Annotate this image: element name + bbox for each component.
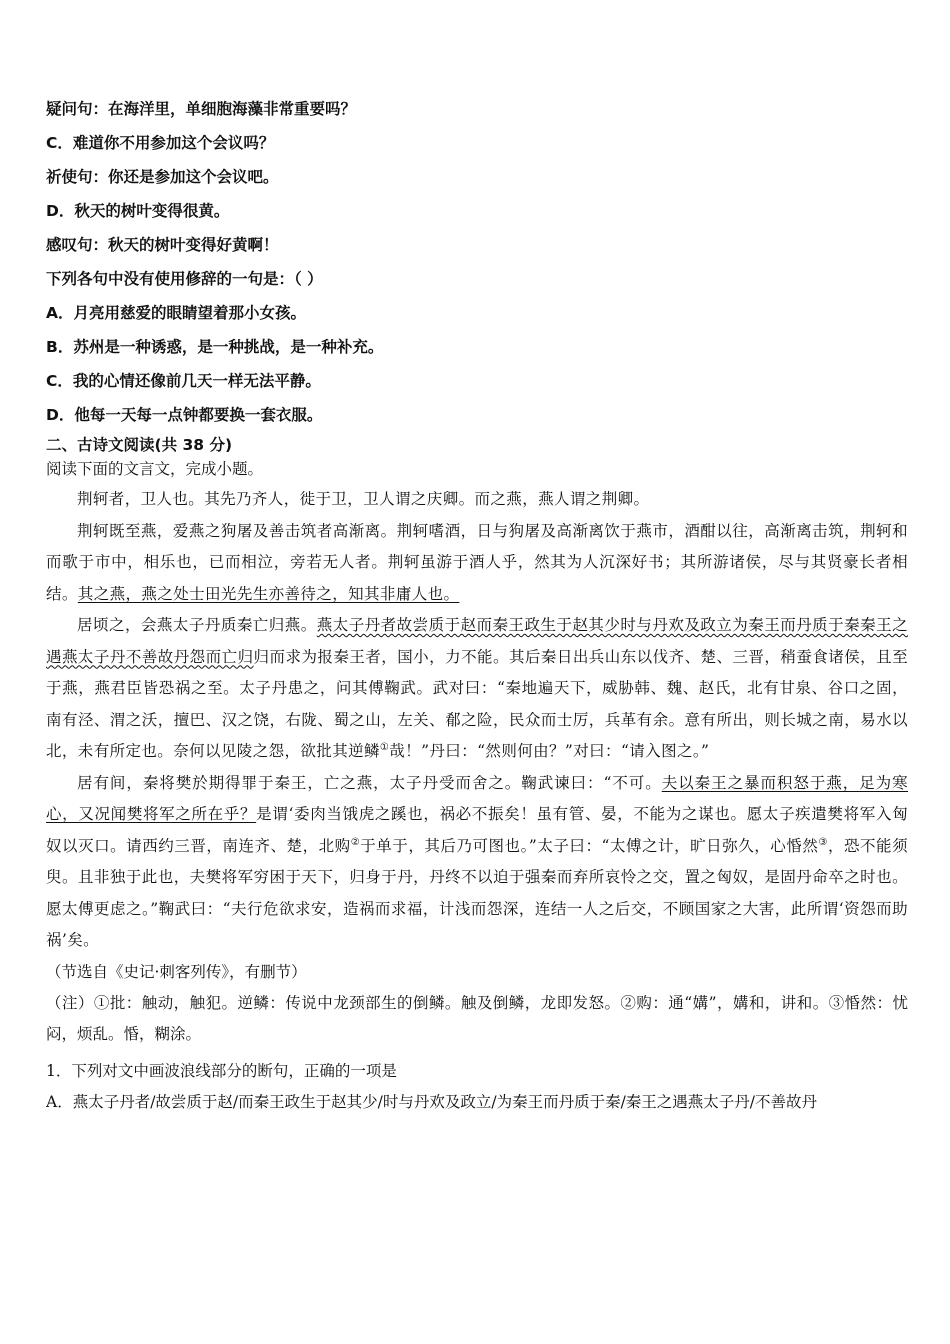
footnote-marker: ②	[350, 836, 361, 848]
list-item: C．难道你不用参加这个会议吗？	[46, 134, 275, 152]
underlined-sentence: 其之燕，燕之处士田光先生亦善待之，知其非庸人也。	[77, 584, 460, 603]
passage-text: 居有间，秦将樊於期得罪于秦王，亡之燕，太子丹受而舍之。鞠武谏曰：“不可。	[77, 773, 662, 792]
option-c: C．我的心情还像前几天一样无法平静。	[46, 372, 321, 390]
footnote-marker: ①	[379, 741, 390, 753]
passage-paragraph-1	[46, 484, 908, 516]
passage-text: 于单于，其后乃可图也。”太子曰：“太傅之计，旷日弥久，心惛然	[360, 836, 819, 855]
passage-text: 哉！”丹曰：“然则何由？”对曰：“请入图之。”	[389, 742, 710, 760]
passage-paragraph-3	[46, 610, 908, 768]
option-b: B．苏州是一种诱惑，是一种挑战，是一种补充。	[46, 338, 384, 356]
question-stem: 下列各句中没有使用修辞的一句是：（ ）	[46, 270, 323, 288]
source-citation: （节选自《史记·刺客列传》，有删节）	[46, 962, 307, 981]
section-title: 二、古诗文阅读(共 38 分)	[46, 436, 233, 454]
passage-text: 是谓‘委肉当饿虎之蹊也，祸必不振矣！虽有管、晏，不能为之谋也。愿太子疾遣樊将军入匈奴以灭口。请西约三晋，南连齐、楚，北购	[46, 805, 908, 855]
passage-text: 荆轲既至燕，爱燕之狗屠及善击筑者高渐离。荆轲嗜酒，日与狗屠及高渐离饮于燕市，酒酣以往，高渐离击筑，荆轲和而歌于市中，相乐也，已而相泣，旁若无人者。荆轲虽游于酒人乎，然其为人沉深好书；其所游诸侯，尽与其贤豪长者相结。	[46, 521, 908, 603]
annotation-notes: （注）①批：触动，触犯。逆鳞：传说中龙颈部生的倒鳞。触及倒鳞，龙即发怒。②购：通“媾”，媾和，讲和。③惛然：忧闷，烦乱。惛，糊涂。	[46, 993, 908, 1043]
question-1-stem: 1．下列对文中画波浪线部分的断句，正确的一项是	[46, 1061, 397, 1080]
section-instruction: 阅读下面的文言文，完成小题。	[46, 460, 264, 478]
option-a: A．月亮用慈爱的眼睛望着那小女孩。	[46, 304, 306, 322]
passage-text: ，恐不能须臾。且非独于此也，夫樊将军穷困于天下，归身于丹，丹终不以迫于强秦而弃所哀怜之交，置之匈奴，是固丹命卒之时也。愿太傅更虑之。”鞠武曰：“夫行危欲求安，造祸而求福，计浅而怨深，连结一人之后交，不顾国家之大害，此所谓‘资怨而助祸’矣。	[46, 836, 908, 949]
option-d: D．他每一天每一点钟都要换一套衣服。	[46, 406, 323, 424]
list-item: D．秋天的树叶变得很黄。	[46, 202, 230, 220]
passage-text: 荆轲者，卫人也。其先乃齐人，徙于卫，卫人谓之庆卿。而之燕，燕人谓之荆卿。	[77, 490, 650, 508]
passage-text: 居顷之，会燕太子丹质秦亡归燕。	[77, 616, 317, 634]
list-item: 感叹句：秋天的树叶变得好黄啊！	[46, 236, 279, 254]
underlined-sentence: 夫以秦王之暴而积怒于燕，足为寒心，又况闻樊将军之所在乎？	[46, 773, 908, 823]
wavy-underlined-sentence: 燕太子丹者故尝质于赵而秦王政生于赵其少时与丹欢及政立为秦王而丹质于秦秦王之遇燕太子丹不善故丹怨而亡归	[46, 616, 908, 666]
document-page	[46, 92, 908, 1118]
list-item: 疑问句：在海洋里，单细胞海藻非常重要吗？	[46, 100, 357, 118]
passage-text: 归而求为报秦王者，国小，力不能。其后秦日出兵山东以伐齐、楚、三晋，稍蚕食诸侯，且至于燕，燕君臣皆恐祸之至。太子丹患之，问其傅鞠武。武对曰：“秦地遍天下，威胁韩、魏、赵氏，北有甘泉、谷口之固，南有泾、渭之沃，擅巴、汉之饶，右陇、蜀之山，左关、郩之险，民众而士厉，兵革有余。意有所出，则长城之南，易水以北，未有所定也。奈何以见陵之怨，欲批其逆鳞	[46, 647, 909, 760]
passage-paragraph-2	[46, 516, 908, 611]
passage-paragraph-4	[46, 768, 908, 957]
list-item: 祈使句：你还是参加这个会议吧。	[46, 168, 279, 186]
footnote-marker: ③	[818, 836, 828, 848]
question-1-option-a: A．燕太子丹者/故尝质于赵/而秦王政生于赵其少/时与丹欢及政立/为秦王而丹质于秦/秦王之遇燕太子丹/不善故丹	[46, 1092, 818, 1111]
